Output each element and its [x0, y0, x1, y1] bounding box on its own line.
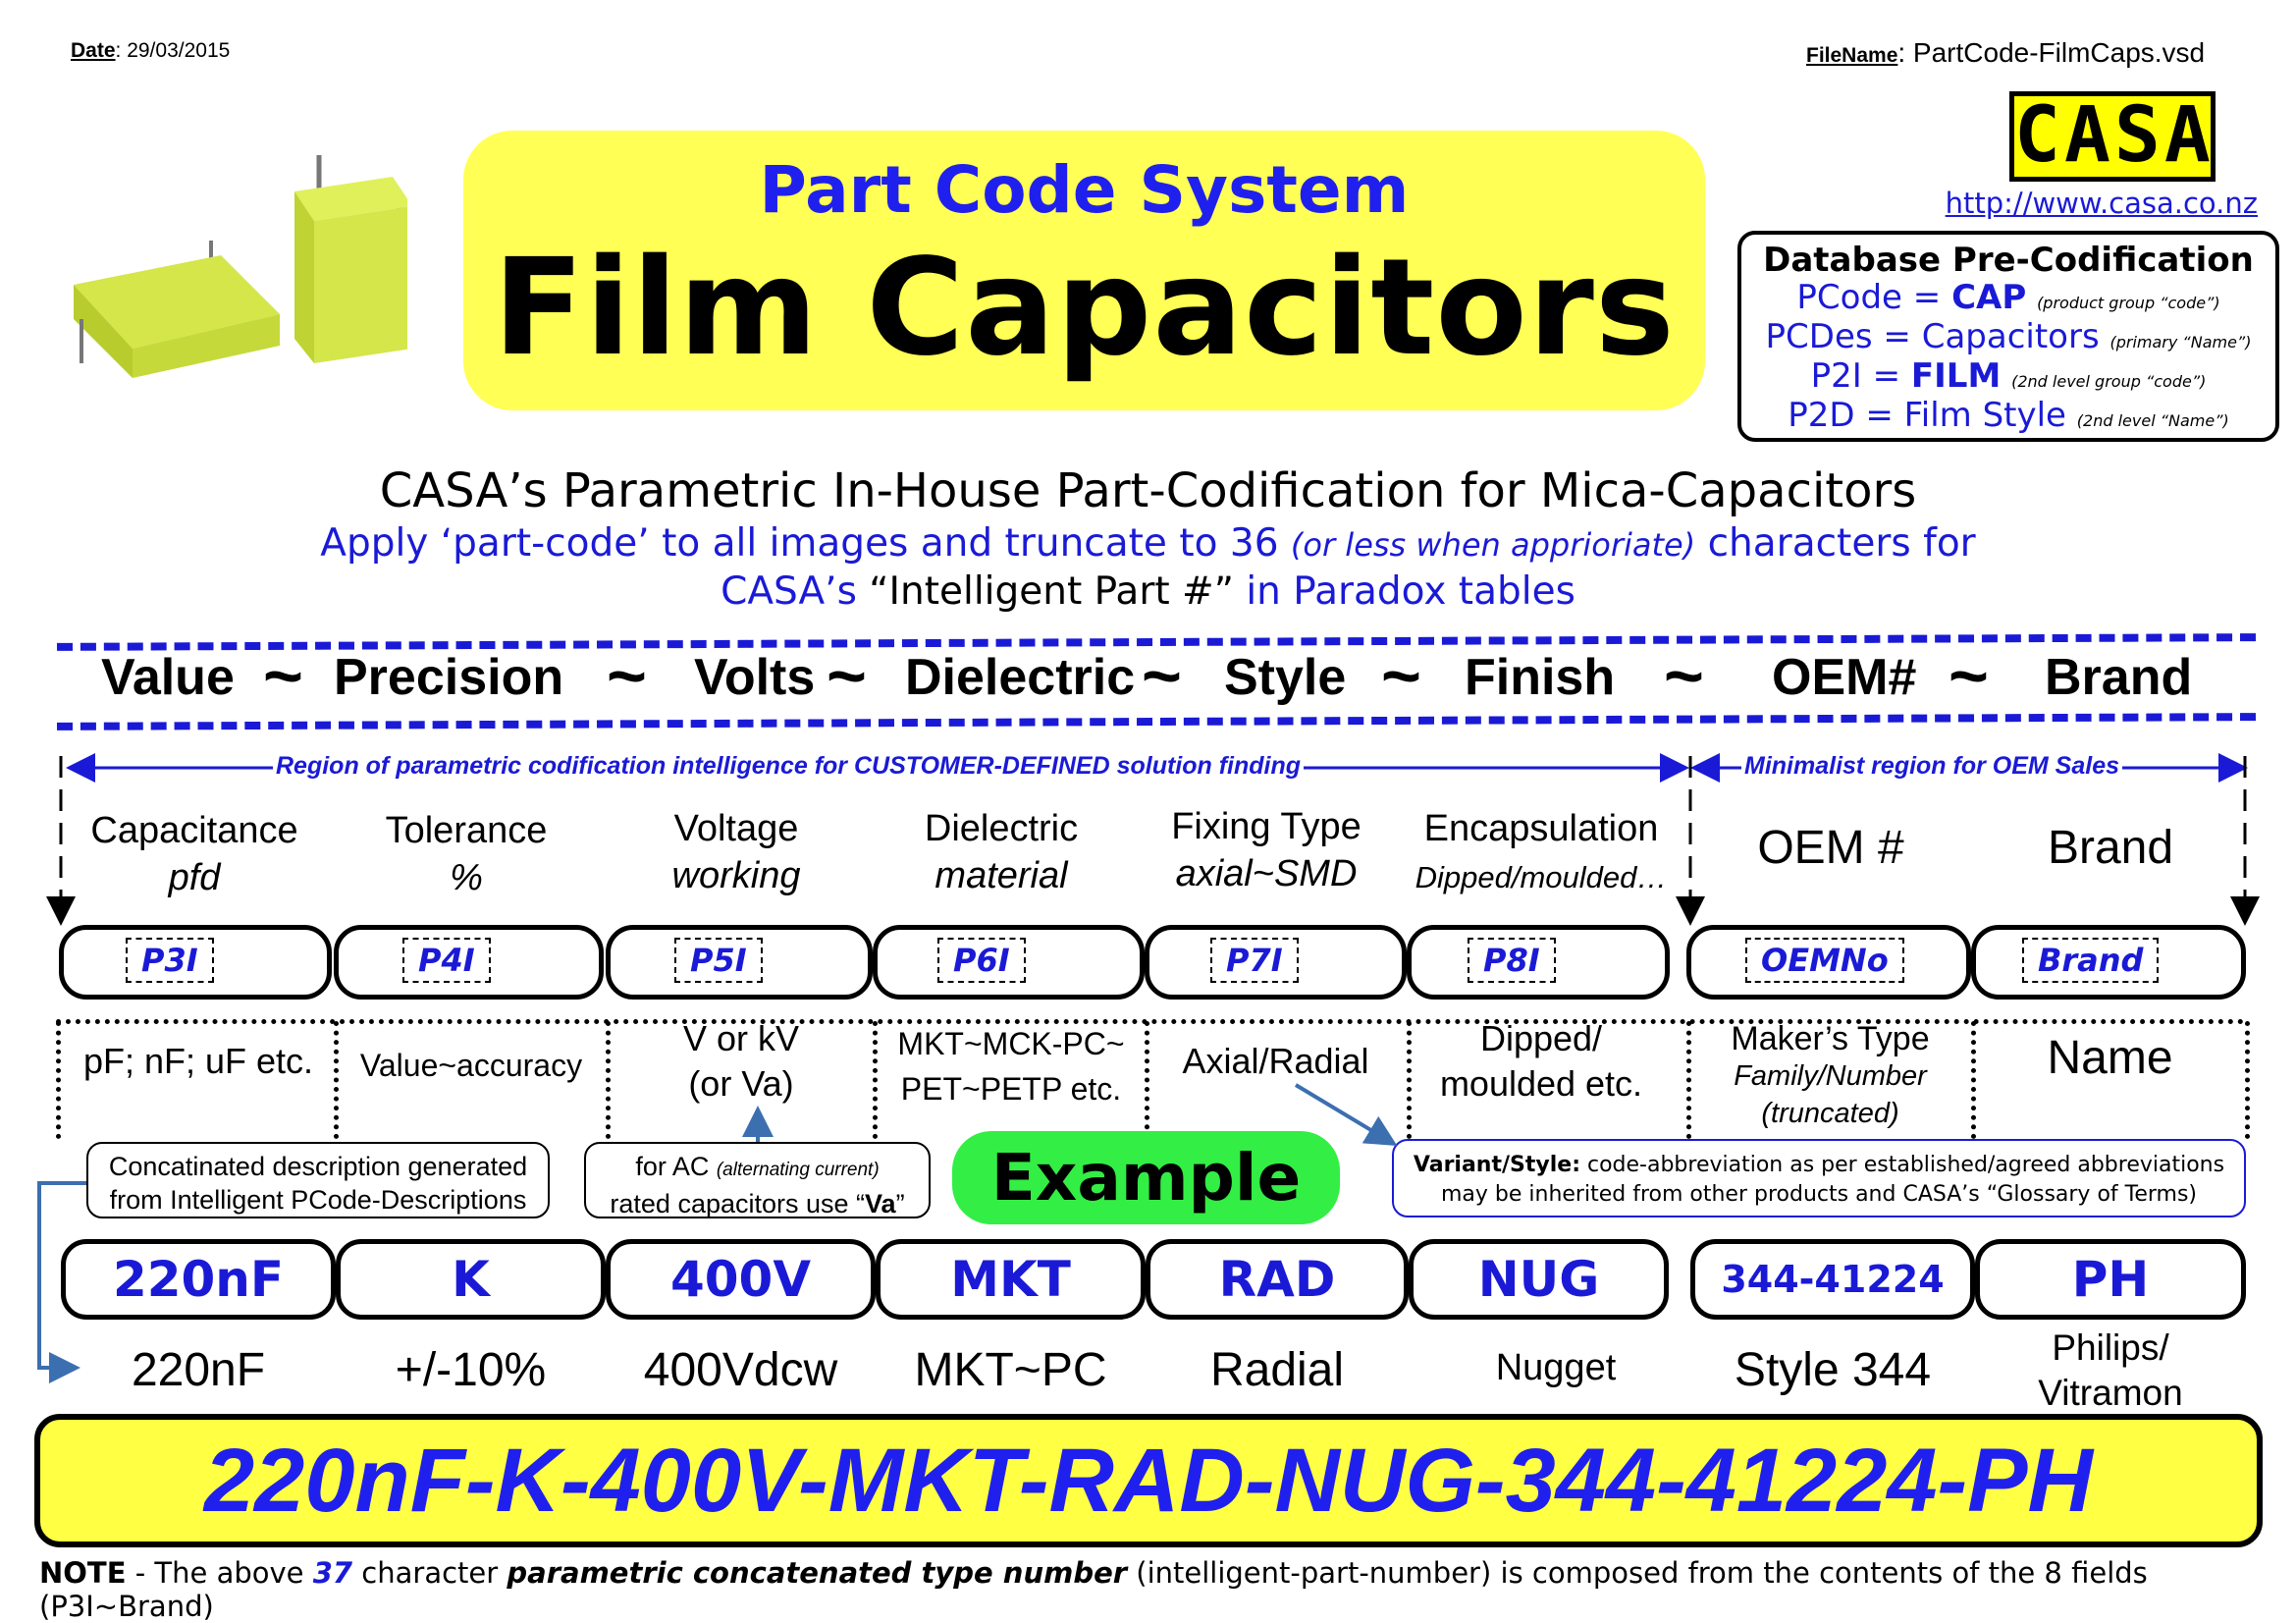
- field-tilde: ~: [1664, 637, 1704, 714]
- column-label-voltage: [609, 805, 864, 899]
- desc-tolerance: Value~accuracy: [359, 1048, 583, 1083]
- field-tilde: ~: [1381, 637, 1421, 714]
- field-style: Style: [1224, 649, 1347, 706]
- field-tilde: ~: [1142, 637, 1182, 714]
- sub-heading-quote: “Intelligent Part #”: [869, 569, 1234, 614]
- code-p7i: P7I: [1210, 938, 1299, 983]
- note-text: from Intelligent PCode-Descriptions: [109, 1185, 527, 1215]
- page-title: Film Capacitors: [493, 231, 1676, 386]
- note-bold: Variant/Style:: [1413, 1153, 1580, 1177]
- footnote-text: character: [352, 1556, 507, 1590]
- db-key: PCDes: [1765, 317, 1873, 356]
- db-note: (2nd level group “code”): [2011, 372, 2207, 391]
- note-text: rated capacitors use “: [610, 1189, 866, 1218]
- db-value: CAP: [1951, 278, 2027, 317]
- region-oem-label: Minimalist region for OEM Sales: [1741, 752, 2122, 781]
- database-line-p2i: P2I = FILM (2nd level group “code”): [1810, 356, 2207, 396]
- example-finish: NUG: [1409, 1239, 1669, 1320]
- result-part-number: 220nF-K-400V-MKT-RAD-NUG-344-41224-PH: [34, 1414, 2263, 1547]
- footnote: [39, 1556, 2277, 1623]
- region-customer-label: Region of parametric codification intelligence for CUSTOMER-DEFINED solution finding: [273, 752, 1304, 781]
- column-label-sub: Dipped/moulded…: [1415, 860, 1668, 894]
- capacitor-illustration: [54, 137, 407, 393]
- desc-encapsulation: Dipped/ moulded etc.: [1439, 1018, 1643, 1104]
- date-value: : 29/03/2015: [115, 39, 231, 62]
- field-value: Value: [101, 649, 235, 706]
- database-title: Database Pre-Codification: [1763, 241, 2254, 280]
- desc-brand: Name: [2047, 1032, 2173, 1084]
- db-key: P2I: [1810, 356, 1862, 396]
- sub-heading: [0, 520, 2296, 615]
- example-desc-oem: Style 344: [1734, 1344, 1932, 1396]
- desc-capacitance: pF; nF; uF etc.: [82, 1041, 314, 1081]
- example-desc-style: Radial: [1209, 1344, 1345, 1396]
- title-subtitle: Part Code System: [759, 152, 1410, 228]
- note-text: code-abbreviation as per established/agreed abbreviations: [1580, 1153, 2225, 1177]
- db-key: P2D: [1788, 396, 1855, 435]
- casa-url-link[interactable]: http://www.casa.co.nz: [1945, 187, 2258, 220]
- field-finish: Finish: [1465, 649, 1616, 706]
- note-arrows: [0, 1060, 2296, 1384]
- example-style: RAD: [1146, 1239, 1409, 1320]
- db-value: Capacitors: [1921, 317, 2100, 356]
- code-p8i: P8I: [1468, 938, 1556, 983]
- date-label: Date: [71, 39, 116, 62]
- footnote-emphasis: parametric concatenated type number: [507, 1556, 1128, 1590]
- note-text: may be inherited from other products and CASA’s “Glossary of Terms): [1440, 1182, 2198, 1207]
- code-brand: Brand: [2022, 938, 2159, 983]
- column-label-title: Encapsulation: [1423, 808, 1659, 849]
- example-desc-volts: 400Vdcw: [643, 1344, 838, 1396]
- note-bold: Va: [865, 1189, 896, 1218]
- note-text: for AC: [635, 1152, 717, 1181]
- column-label-sub: pfd: [168, 857, 221, 898]
- column-label-title: Voltage: [673, 808, 799, 849]
- field-tilde: ~: [263, 637, 303, 714]
- column-label-sub: working: [671, 855, 801, 896]
- desc-oem-line: Maker’s Type: [1731, 1020, 1930, 1057]
- column-label-title: Capacitance: [90, 810, 298, 851]
- db-note: (product group “code”): [2037, 294, 2220, 312]
- code-p4i: P4I: [402, 938, 491, 983]
- filename-value: : PartCode-FilmCaps.vsd: [1897, 37, 2206, 68]
- footnote-count: 37: [312, 1556, 353, 1590]
- column-label-encapsulation: [1399, 805, 1683, 901]
- sub-heading-text: Apply ‘part-code’ to all images and truncate to 36: [320, 521, 1291, 566]
- db-key: PCode: [1796, 278, 1902, 317]
- footnote-text: (intelligent-part-number) is composed from the contents of the 8 fields (P3I~Brand): [39, 1556, 2148, 1623]
- code-p6i: P6I: [937, 938, 1026, 983]
- desc-fixing: Axial/Radial: [1182, 1041, 1369, 1081]
- footnote-label: NOTE: [39, 1556, 127, 1590]
- main-heading: CASA’s Parametric In-House Part-Codification for Mica-Capacitors: [379, 463, 1917, 518]
- column-label-sub: %: [450, 857, 483, 898]
- sub-heading-text: CASA’s: [721, 569, 870, 614]
- filename-line: [1806, 37, 2205, 69]
- field-oem: OEM#: [1772, 649, 1917, 706]
- sub-heading-text: characters for: [1695, 521, 1976, 566]
- desc-oem-line: Family/Number: [1734, 1060, 1927, 1092]
- example-oem: 344-41224: [1690, 1239, 1975, 1320]
- filename-label: FileName: [1806, 44, 1898, 67]
- field-precision: Precision: [334, 649, 564, 706]
- db-value: Film Style: [1903, 396, 2066, 435]
- column-label-sub: material: [934, 855, 1068, 896]
- footnote-text: - The above: [126, 1556, 313, 1590]
- column-label-title: Fixing Type: [1171, 806, 1362, 847]
- example-label: Example: [952, 1131, 1340, 1224]
- example-desc-brand: Philips/ Vitramon: [2038, 1327, 2183, 1413]
- field-brand: Brand: [2045, 649, 2193, 706]
- column-label-sub: axial~SMD: [1175, 853, 1358, 894]
- column-label-oem: OEM #: [1757, 822, 1904, 874]
- field-tilde: ~: [1949, 637, 1989, 714]
- column-label-title: Dielectric: [924, 808, 1079, 849]
- code-oemno: OEMNo: [1745, 938, 1904, 983]
- column-label-brand: Brand: [2047, 822, 2174, 874]
- sub-heading-text: in Paradox tables: [1233, 569, 1575, 614]
- note-text: ”: [895, 1189, 905, 1218]
- db-value: FILM: [1910, 356, 2002, 396]
- database-line-pcdes: PCDes = Capacitors (primary “Name”): [1765, 317, 2252, 356]
- example-desc-finish: Nugget: [1495, 1347, 1617, 1388]
- example-dielectric: MKT: [876, 1239, 1146, 1320]
- desc-dielectric: MKT~MCK-PC~ PET~PETP etc.: [897, 1026, 1125, 1107]
- desc-oem-line: (truncated): [1761, 1098, 1899, 1129]
- example-brand: PH: [1975, 1239, 2246, 1320]
- sub-heading-italic: (or less when apprioriate): [1290, 526, 1696, 564]
- example-value: 220nF: [61, 1239, 336, 1320]
- note-text: Concatinated description generated: [108, 1152, 528, 1181]
- database-line-p2d: P2D = Film Style (2nd level “Name”): [1788, 396, 2229, 435]
- code-p5i: P5I: [674, 938, 763, 983]
- casa-logo: CASA: [2009, 91, 2216, 182]
- field-tilde: ~: [827, 637, 867, 714]
- field-volts: Volts: [694, 649, 816, 706]
- db-note: (primary “Name”): [2109, 333, 2252, 352]
- field-dielectric: Dielectric: [905, 649, 1136, 706]
- desc-voltage: V or kV (or Va): [682, 1018, 800, 1104]
- date-line: [71, 39, 230, 63]
- column-label-fixing-type: [1139, 803, 1394, 897]
- example-desc-value: 220nF: [131, 1344, 266, 1396]
- code-p3i: P3I: [126, 938, 214, 983]
- field-tilde: ~: [607, 637, 647, 714]
- column-label-capacitance: [67, 807, 322, 901]
- column-label-tolerance: [339, 807, 594, 901]
- example-volts: 400V: [606, 1239, 876, 1320]
- note-italic: (alternating current): [716, 1160, 880, 1180]
- column-label-title: Tolerance: [385, 810, 548, 851]
- example-desc-dielectric: MKT~PC: [914, 1344, 1107, 1396]
- bottom-dashed-line: [57, 713, 2256, 730]
- database-line-pcode: PCode = CAP (product group “code”): [1796, 278, 2220, 317]
- example-precision: K: [336, 1239, 606, 1320]
- example-desc-precision: +/-10%: [395, 1344, 547, 1396]
- column-label-dielectric: [874, 805, 1129, 899]
- db-note: (2nd level “Name”): [2076, 411, 2229, 430]
